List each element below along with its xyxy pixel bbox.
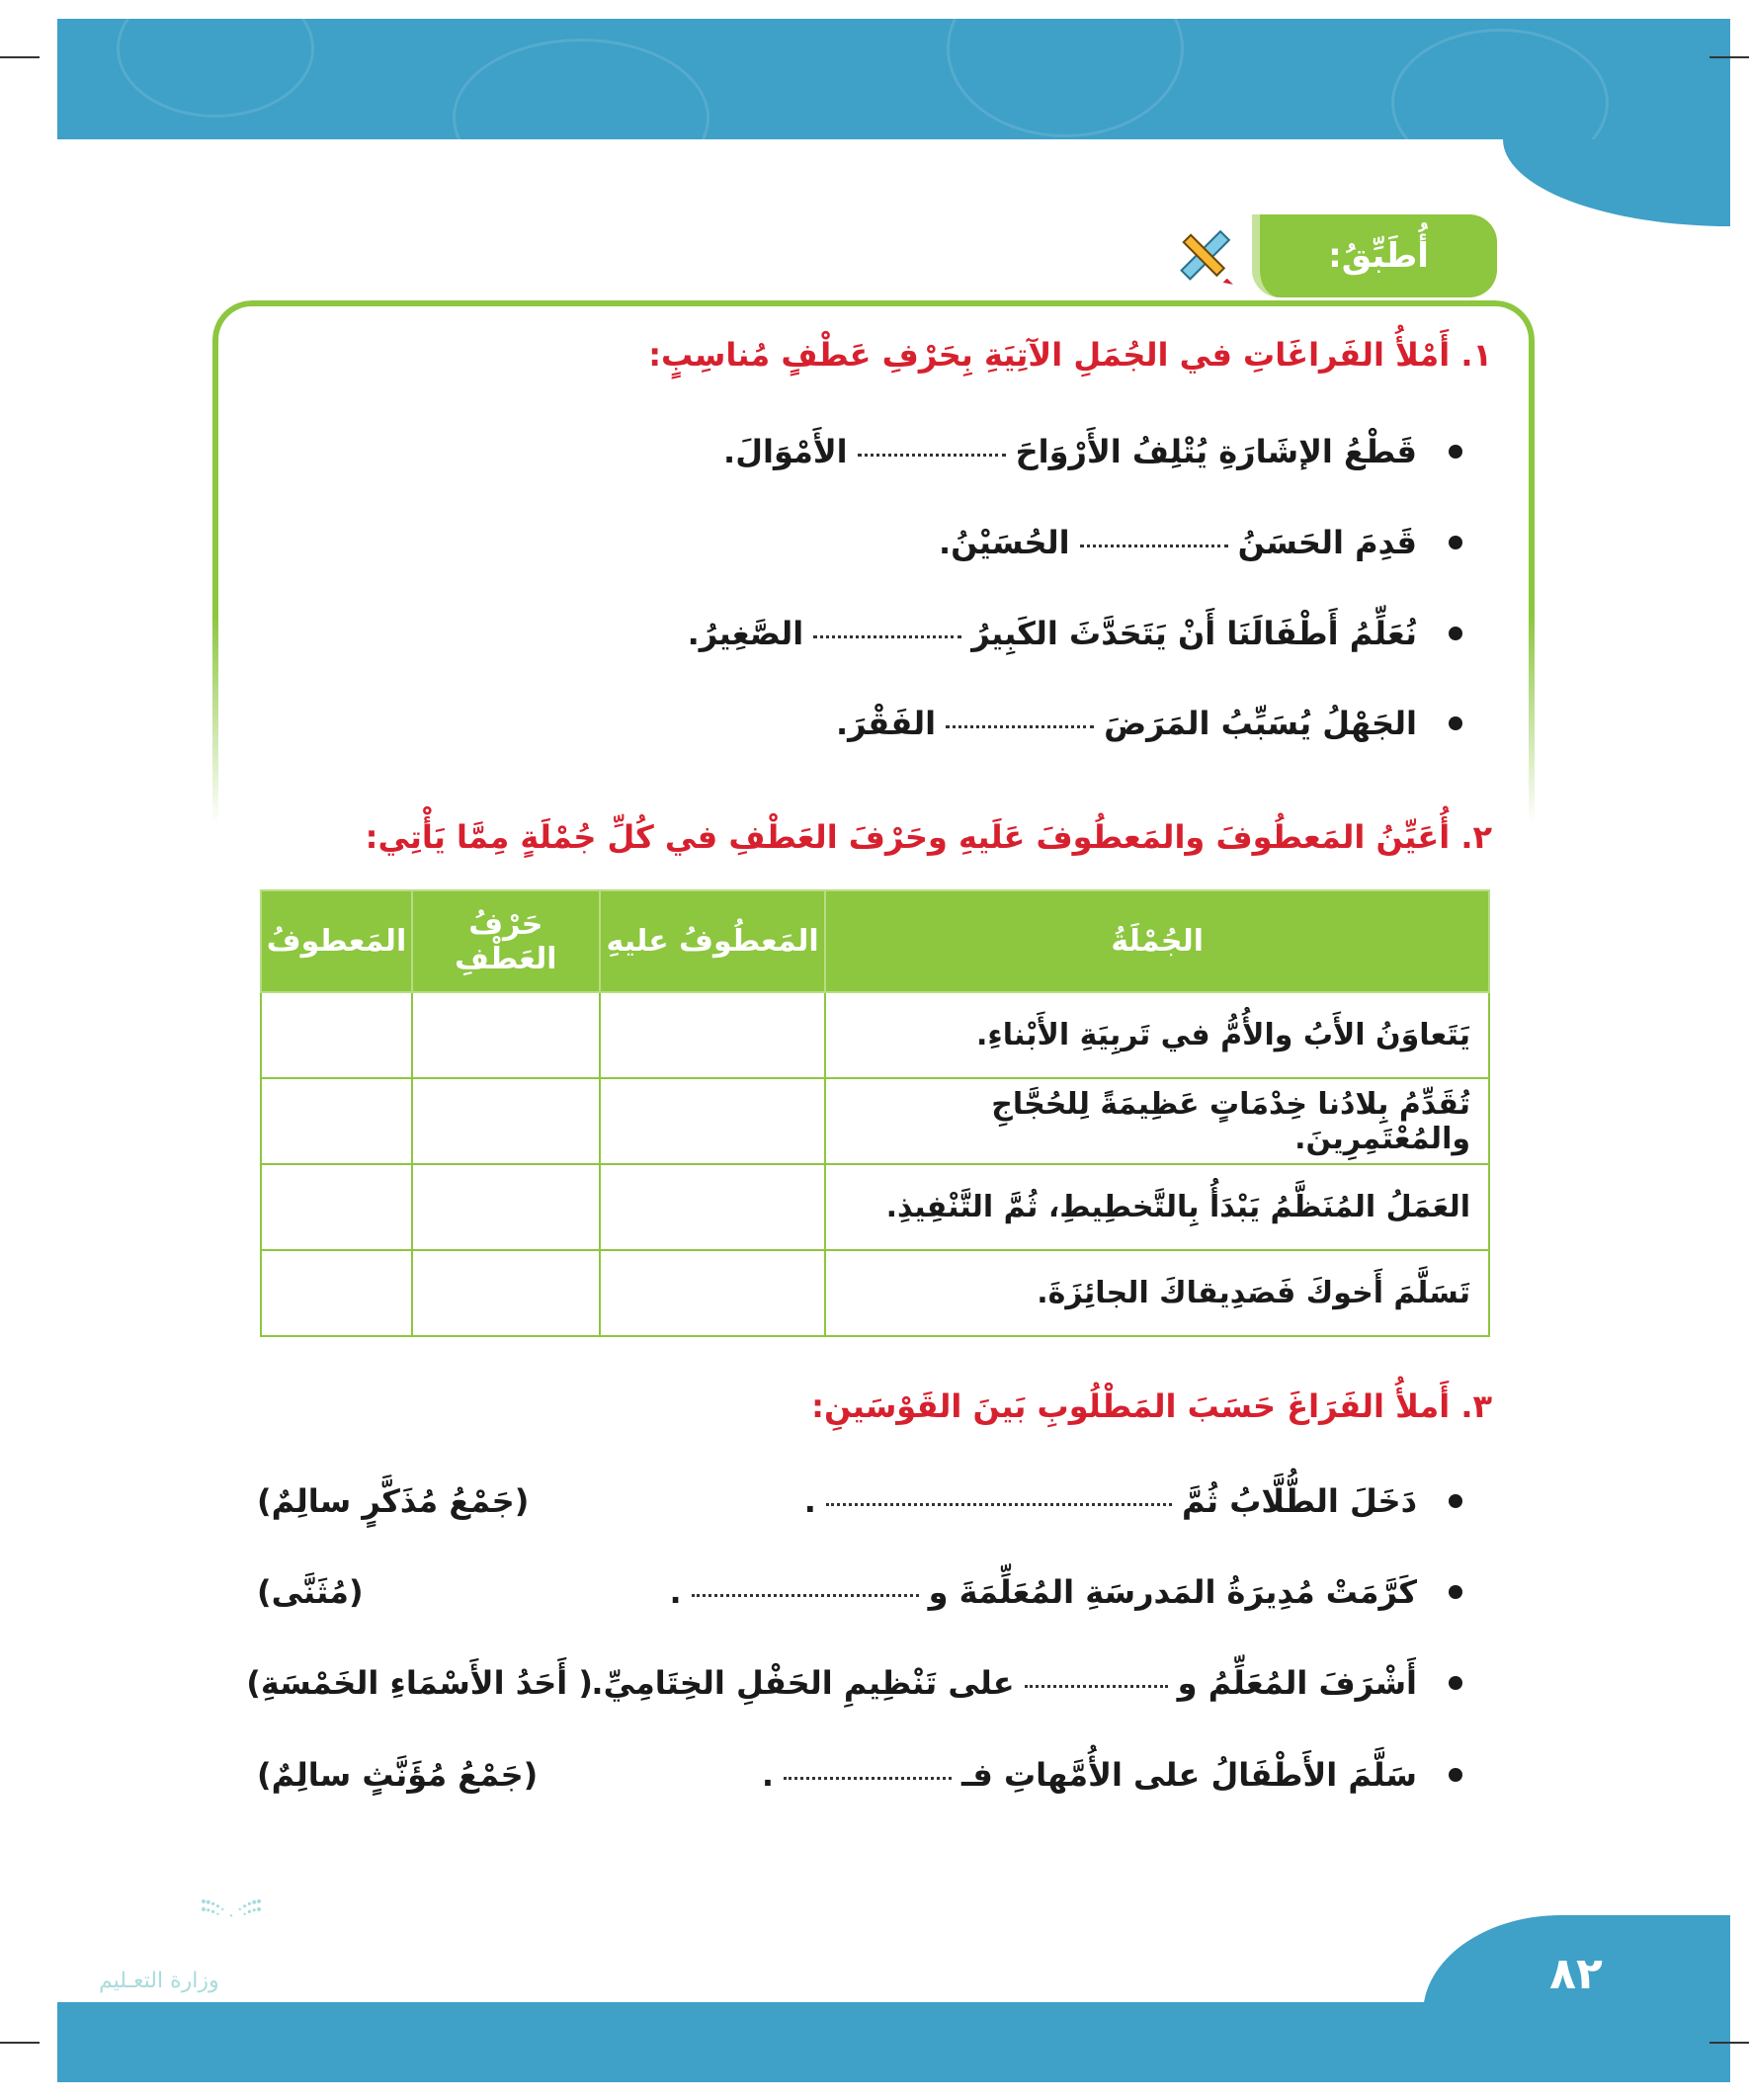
crop-mark: [0, 56, 40, 58]
q1-item: الجَهْلُ يُسَبِّبُ المَرَضَ الفَقْرَ.: [836, 705, 1462, 742]
q3-item: أَشْرَفَ المُعَلِّمُ و على تَنْظِيمِ الحَفْلِ الخِتَامِيِّ.: [591, 1664, 1462, 1702]
header-sentence: الجُمْلَةُ: [825, 890, 1489, 992]
q3-hint: (مُثَنَّى): [257, 1573, 364, 1611]
q3-hint: ( أَحَدُ الأَسْمَاءِ الخَمْسَةِ): [246, 1664, 593, 1702]
q3-title: ٣. أَملأُ الفَرَاغَ حَسَبَ المَطْلُوبِ بَينَ القَوْسَينِ:: [811, 1387, 1492, 1425]
header-matuf-alayh: المَعطُوفُ عليهِ: [600, 890, 826, 992]
q1-item: قَطْعُ الإشَارَةِ يُتْلِفُ الأَرْوَاحَ الأَمْوَالَ.: [723, 433, 1462, 470]
answer-table: [260, 889, 1490, 1337]
blank[interactable]: [946, 724, 1094, 728]
blank[interactable]: [813, 634, 961, 638]
blank[interactable]: [826, 1502, 1172, 1506]
section-tab: أُطَبِّقُ:: [1252, 214, 1497, 297]
header-conjunction: حَرْفُ العَطْفِ: [412, 890, 600, 992]
q1-item: قَدِمَ الحَسَنُ الحُسَيْنُ.: [939, 524, 1462, 561]
exercise-frame: [212, 300, 1535, 824]
crop-mark: [0, 2042, 40, 2044]
table-row: العَمَلُ المُنَظَّمُ يَبْدَأُ بِالتَّخطِيطِ، ثُمَّ التَّنْفِيذِ.: [261, 1164, 1489, 1250]
q2-title: ٢. أُعَيِّنُ المَعطُوفَ والمَعطُوفَ عَلَيهِ وحَرْفَ العَطْفِ في كُلِّ جُمْلَةٍ مِمَّا يَأْتِي:: [365, 818, 1492, 856]
ministry-logo-icon: [168, 1897, 326, 1957]
header-curve: [1503, 139, 1730, 226]
q3-hint: (جَمْعُ مُؤَنَّثٍ سالِمٌ): [257, 1756, 539, 1794]
blank[interactable]: [1025, 1684, 1168, 1688]
blank[interactable]: [1080, 544, 1228, 547]
table-row: تُقَدِّمُ بِلادُنا خِدْمَاتٍ عَظِيمَةً لِلحُجَّاجِ والمُعْتَمِرِينَ.: [261, 1078, 1489, 1164]
q3-item: كَرَّمَتْ مُدِيرَةُ المَدرسَةِ المُعَلِّمَةَ و .: [669, 1573, 1462, 1611]
blank[interactable]: [858, 453, 1006, 457]
q1-item: نُعَلِّمُ أَطْفَالَنَا أَنْ يَتَحَدَّثَ الكَبِيرُ الصَّغِيرُ.: [688, 615, 1462, 652]
crop-mark: [1709, 56, 1749, 58]
ministry-logo-text: وزارة التعـليم: [99, 1969, 219, 1993]
q3-hint: (جَمْعُ مُذَكَّرٍ سالِمٌ): [257, 1482, 530, 1520]
page-number: ٨٢: [1549, 1949, 1603, 1999]
header-band: [57, 19, 1730, 139]
table-row: يَتَعاوَنُ الأَبُ والأُمُّ في تَربِيَةِ الأَبْناءِ.: [261, 992, 1489, 1078]
header-matuf: المَعطوفُ: [261, 890, 412, 992]
q1-title: ١. أَمْلأُ الفَراغَاتِ في الجُمَلِ الآتِيَةِ بِحَرْفِ عَطْفٍ مُناسِبٍ:: [648, 336, 1492, 374]
blank[interactable]: [784, 1776, 952, 1780]
pencil-ruler-icon: [1174, 225, 1235, 287]
blank[interactable]: [692, 1593, 919, 1597]
table-row: تَسَلَّمَ أَخوكَ فَصَدِيقاكَ الجائِزَةَ.: [261, 1250, 1489, 1336]
q3-item: سَلَّمَ الأَطْفَالُ على الأُمَّهاتِ فـ .: [762, 1756, 1462, 1794]
footer-band: [57, 2002, 1730, 2082]
q3-item: دَخَلَ الطُّلَّابُ ثُمَّ .: [804, 1482, 1462, 1520]
crop-mark: [1709, 2042, 1749, 2044]
